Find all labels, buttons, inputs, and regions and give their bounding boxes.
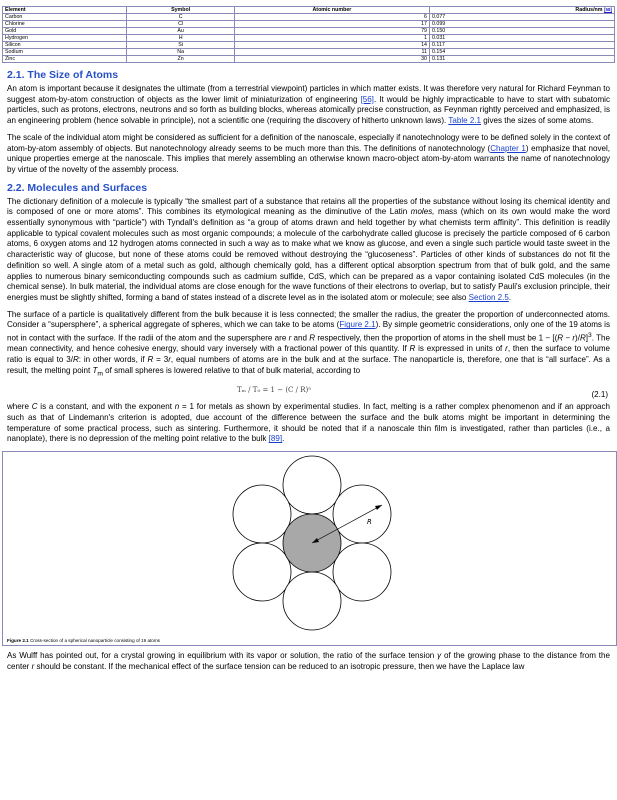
cell-symbol: C xyxy=(127,14,234,21)
text-run: respectively, then the proportion of atoms in the shell must be 1 − [( xyxy=(315,333,558,343)
cell-atomic-number: 79 xyxy=(234,28,429,35)
cell-symbol: Na xyxy=(127,49,234,56)
cell-element: Hydrogen xyxy=(3,35,127,42)
text-run: : in other words, if xyxy=(78,355,148,365)
figure-caption-text: Cross-section of a spherical nanoparticle consisting of 19 atoms xyxy=(29,637,160,643)
cell-radius: 0.031 xyxy=(429,35,614,42)
reference-link-56[interactable]: [56] xyxy=(360,94,374,104)
text-run: of the growing phase to the distance from the center xyxy=(7,650,610,671)
cell-radius: 0.117 xyxy=(429,42,614,49)
var-R: R xyxy=(557,333,564,343)
cell-element: Gold xyxy=(3,28,127,35)
text-run: . It would be highly impracticable to have to start with subatomic particles, such as protons, electrons, neutrons and so forth as building blocks, whereas atomically precise construction, as Feynman rightly perceived and emphasized, is an engineering problem (hence solvable in principle), not a scientific one (requiring the discovery of hitherto unknown laws). xyxy=(7,94,610,126)
cell-atomic-number: 1 xyxy=(234,35,429,42)
atom-top xyxy=(283,456,341,514)
figure-2-1-link[interactable]: Figure 2.1 xyxy=(339,320,376,330)
col-header-symbol: Symbol xyxy=(127,7,234,14)
var-r: r xyxy=(31,661,35,671)
cell-radius: 0.077 xyxy=(429,14,614,21)
reference-link-89[interactable]: [89] xyxy=(268,434,283,444)
paragraph xyxy=(7,310,610,381)
table-row xyxy=(3,42,615,49)
text-run: ). By simple geometric considerations, only one of the 19 atoms is not in contact with the surface. If the radii of the atom and the supersphere are xyxy=(7,320,610,343)
atom-upper-right xyxy=(333,485,391,543)
col-header-element: Element xyxy=(3,7,127,14)
text-run: The dictionary definition of a molecule is typically “the smallest part of a substance that retains all the properties of the substance without losing its chemical identity and is composed of one or more atoms”. This combines its etymological meaning as the diminutive of the Latin xyxy=(7,196,610,217)
paragraph xyxy=(7,651,610,672)
text-run: ) emphasize that novel, unique properties emerge at the nanoscale. This implies that merely assembling an otherwise known macro-object atom-by-atom warrants the name of nanotechnology by virtue of the novelty of the assembly process. xyxy=(7,143,610,174)
section-heading-size-of-atoms: 2.1. The Size of Atoms xyxy=(7,69,119,81)
text-run: The surface of a particle is qualitatively different from the bulk because it is less connected; the smaller the radius, the greater the proportion of underconnected atoms. Consider a “supersphere”, a spherical aggregate of spheres, which we can take to be atoms ( xyxy=(7,309,610,330)
cell-symbol: H xyxy=(127,35,234,42)
cell-radius: 0.154 xyxy=(429,49,614,56)
table-row xyxy=(3,49,615,56)
text-run: , then the surface to volume ratio is equal to 3/ xyxy=(7,344,610,365)
text-run: where xyxy=(7,402,32,412)
table-row xyxy=(3,28,615,35)
var-r: r xyxy=(572,333,576,343)
var-gamma: γ xyxy=(437,650,442,660)
text-run: . xyxy=(282,434,285,444)
cell-element: Carbon xyxy=(3,14,127,21)
equation-row xyxy=(7,386,610,400)
reference-link-58[interactable]: [58] xyxy=(603,7,612,12)
text-run: ] xyxy=(585,333,589,343)
var-n: n xyxy=(174,402,180,412)
text-run: − xyxy=(563,333,573,343)
var-R: R xyxy=(72,355,79,365)
page xyxy=(7,0,610,672)
italic-term: moles, xyxy=(410,207,435,217)
var-r: r xyxy=(168,355,171,365)
cell-element: Silicon xyxy=(3,42,127,49)
cell-atomic-number: 17 xyxy=(234,21,429,28)
atom-bottom xyxy=(283,572,341,630)
cell-element: Sodium xyxy=(3,49,127,56)
text-run: The scale of the individual atom might be considered as sufficient for a definition of the nanoscale, especially if nanotechnology were to be defined solely in the context of atom-by-atom assembly of objects. But nanotechnology already seems to be much more than this. The definitions of nanotechnology ( xyxy=(7,132,610,153)
subscript: m xyxy=(97,370,103,378)
text-run: = 1 for metals as shown by experimental studies. In fact, melting is a rather complex phenomenon and if an approach such as that of Lindemann's criterion is adopted, due account of the difference between the surface and the bulk atoms might be important in determining the temperature of some practical process, such as sintering. Furthermore, it should be noted that if a nanoscale thin film is investigated, rather than particles (i.e., a nanoplate), there is no depression of the melting point relative to the bulk xyxy=(7,402,610,444)
cell-radius: 0.131 xyxy=(429,56,614,63)
text-run: should be constant. If the mechanical effect of the surface tension can be reduced to an isotropic pressure, then we have the Laplace law xyxy=(34,661,525,671)
var-R: R xyxy=(409,344,416,354)
equation-image: Tₘ / T₀ = 1 − (C / R)ⁿ xyxy=(237,386,312,395)
text-run: is expressed in units of xyxy=(415,344,506,354)
text-run: . The mean connectivity, and hence cohesive energy, should vary inversely with a fractional power of this quantity. If xyxy=(7,333,610,354)
table-row xyxy=(3,56,615,63)
cell-atomic-number: 11 xyxy=(234,49,429,56)
section-2-5-link[interactable]: Section 2.5 xyxy=(468,292,509,302)
atom-lower-right xyxy=(333,543,391,601)
text-run: )/ xyxy=(575,333,580,343)
cell-element: Zinc xyxy=(3,56,127,63)
text-run: As Wulff has pointed out, for a crystal growing in equilibrium with its vapor or solution, the ratio of the surface tension xyxy=(7,650,438,660)
cell-symbol: Cl xyxy=(127,21,234,28)
table-body xyxy=(3,14,615,63)
var-R: R xyxy=(579,333,586,343)
section-heading-molecules-surfaces: 2.2. Molecules and Surfaces xyxy=(7,181,148,194)
paragraph xyxy=(7,133,610,176)
cell-symbol: Au xyxy=(127,28,234,35)
cell-radius: 0.099 xyxy=(429,21,614,28)
superscript: 3 xyxy=(588,332,592,340)
text-run: . xyxy=(508,292,512,302)
var-R: R xyxy=(309,333,316,343)
col-header-radius-label: Radius/nm xyxy=(575,7,603,13)
paragraph xyxy=(7,197,610,304)
text-run: mass (which on its own would make the word essentially synonymous with “particle”) with Tyndall's definition as “a group of atoms drawn and held together by what chemists term affinity”. This definition is readily applicable to typical covalent molecules such as most organic compounds; a molecule of the carbohydrate called glucose is precisely the particle composed of 6 carbon atoms, 6 oxygen atoms and 12 hydrogen atoms connected in such a way as to make what we know as glucose, and even a single such particle would taste sweet in the characteristic way of glucose, but none of these atoms could be removed without destroying the “glucoseness”. Particles of other kinds of substances do not fit the definition so well. A single atom of a metal such as gold, although chemically gold, has a different optical absorption spectrum from that of bulk gold, and the same applies to numerous binary semiconducting compounds such as cadmium sulfide, CdS, which can be prepared as a vapor containing isolated CdS molecules (in the chemical sense). In bulk material, the individual atoms are close enough for the wave functions of their electrons to overlap, but to satisfy Pauli's exclusion principle, their energies must be slightly shifted, forming a band of states instead of a discrete level as in the isolated atom or molecule; see also xyxy=(7,207,610,302)
table-row xyxy=(3,21,615,28)
cell-radius: 0.150 xyxy=(429,28,614,35)
text-run: = 3 xyxy=(153,355,169,365)
table-row xyxy=(3,35,615,42)
cell-element: Chlorine xyxy=(3,21,127,28)
cell-atomic-number: 14 xyxy=(234,42,429,49)
figure-caption xyxy=(7,638,160,643)
var-C: C xyxy=(31,402,38,412)
text-run: is a constant, and with the exponent xyxy=(37,402,175,412)
cell-atomic-number: 30 xyxy=(234,56,429,63)
cell-atomic-number: 6 xyxy=(234,14,429,21)
chapter-1-link[interactable]: Chapter 1 xyxy=(490,143,526,153)
var-r: r xyxy=(288,333,292,343)
figure-2-1 xyxy=(2,451,617,646)
cell-symbol: Zn xyxy=(127,56,234,63)
atom-lower-left xyxy=(233,543,291,601)
col-header-atomic-number: Atomic number xyxy=(234,7,429,14)
var-R: R xyxy=(147,355,154,365)
nanoparticle-diagram xyxy=(228,452,398,645)
text-run: An atom is important because it designates the ultimate (from a terrestrial viewpoint) particles in which matter exists. It was therefore very natural for Richard Feynman to suggest atom-by-atom construction of objects as the lower limit of miniaturization of engineering xyxy=(7,84,610,104)
table-row xyxy=(3,14,615,21)
text-run: gives the sizes of some atoms. xyxy=(481,116,594,126)
var-r: r xyxy=(505,344,508,354)
col-header-radius xyxy=(429,7,614,14)
radius-label: R xyxy=(367,517,372,526)
table-2-1-link[interactable]: Table 2.1 xyxy=(448,116,482,126)
equation-number: (2.1) xyxy=(591,390,608,400)
element-table xyxy=(2,6,615,63)
table-header-row xyxy=(3,7,615,14)
var-T: T xyxy=(92,365,98,375)
figure-caption-label: Figure 2.1 xyxy=(7,637,29,643)
text-run: of small spheres is lowered relative to that of bulk material, according to xyxy=(102,365,361,375)
text-run: and xyxy=(291,333,310,343)
paragraph xyxy=(7,402,610,445)
paragraph xyxy=(7,84,610,127)
text-run: , equal numbers of atoms are in the bulk and at the surface. The nanoparticle is, therefore, one that is “all surface”. As a result, the melting point xyxy=(7,355,610,375)
atom-upper-left xyxy=(233,485,291,543)
cell-symbol: Si xyxy=(127,42,234,49)
